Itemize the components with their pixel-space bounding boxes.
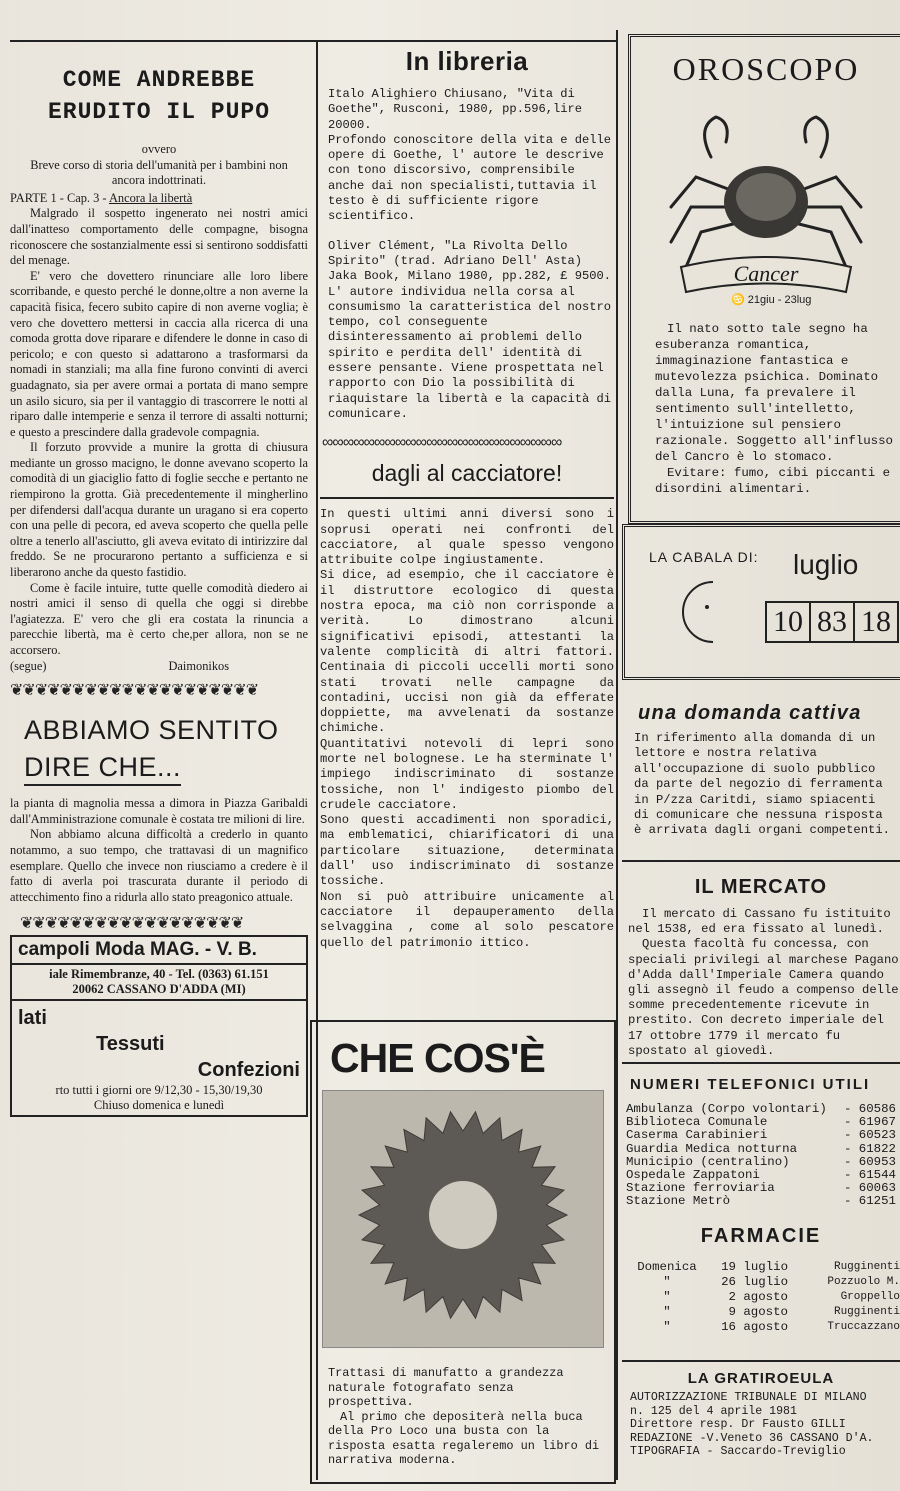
ad-hours <box>12 1083 306 1115</box>
masthead-line: Direttore resp. Dr Fausto GILLI <box>630 1418 846 1432</box>
abbiamo-title-1: ABBIAMO SENTITO <box>24 715 279 746</box>
column-right <box>622 34 900 1484</box>
pharmacy-row <box>634 1290 900 1305</box>
pharmacy-date: 2 agosto <box>728 1289 788 1304</box>
ad-products <box>12 1001 306 1083</box>
pharmacy-row <box>634 1260 900 1275</box>
paragraph: Profondo conoscitore della vita e delle opere di Goethe, l' autore le descrive con tono discorsivo, comprensibile anche dai non specialisti,tuttavia il testo è di sufficiente rigore scientifico. <box>328 132 612 224</box>
checose-title: CHE COS'È <box>330 1035 545 1081</box>
domanda-title: una domanda cattiva <box>638 702 862 724</box>
cabala-number: 83 <box>811 603 855 641</box>
pharmacy-row <box>634 1275 900 1290</box>
ovvero: ovvero <box>141 142 177 156</box>
cancer-dates-text: 21giu - 23lug <box>747 294 812 306</box>
paragraph: Non si può attribuire unicamente al cacciatore il depauperamento della selvaggina , come al solo pescatore quello del patrimonio ittico. <box>320 889 614 950</box>
cabala-numbers <box>765 601 899 643</box>
column-rule-2 <box>616 30 618 1480</box>
paragraph: Il nato sotto tale segno ha esuberanza romantica, immaginazione fantastica e mutevolezza psichica. Dominato dalla Luna, fa prevalere il sentimento sull'intelletto, l'intuizione sul pensiero razionale. Soggetto all'influsso del Cancro è lo stomaco. <box>655 322 893 464</box>
mystery-object-photo <box>322 1090 604 1348</box>
masthead-line: TIPOGRAFIA - Saccardo-Treviglio <box>630 1445 846 1459</box>
cabala-label: LA CABALA DI: <box>649 549 759 565</box>
abbiamo-body <box>10 796 308 905</box>
ad-line-3b: Tessuti <box>96 1033 165 1056</box>
cabala-number: 18 <box>861 605 891 638</box>
phone-number: - 61967 <box>843 1115 896 1130</box>
numeri-title: NUMERI TELEFONICI UTILI <box>630 1076 871 1093</box>
phone-number: - 60063 <box>843 1181 896 1196</box>
pharmacy-day: " <box>663 1274 671 1289</box>
masthead-line: REDAZIONE -V.Veneto 36 CASSANO D'A. <box>630 1431 874 1445</box>
oroscopo-body <box>655 321 893 497</box>
ad-line-3c: Confezioni <box>197 1059 300 1082</box>
libreria-title: In libreria <box>405 46 529 76</box>
pharmacy-date: 26 luglio <box>721 1274 788 1289</box>
paragraph: Non abbiamo alcuna difficoltà a crederlo in quanto notammo, a suo tempo, che trattavasi di un magnifico esemplare. Quello che invece non riusciamo a credere è il fatto di averla poi trascurata durante il periodo di attecchimento fino a ridurla allo stato preagonico attuale. <box>10 827 308 904</box>
phone-name: Municipio (centralino) <box>626 1154 790 1169</box>
mercato-body <box>628 907 900 1059</box>
phone-number: - 60586 <box>843 1102 896 1116</box>
cancer-dates: ♋ 21giu - 23lug <box>731 294 812 306</box>
oroscopo-box <box>628 34 900 524</box>
paragraph: Italo Alighiero Chiusano, "Vita di Goethe", Rusconi, 1980, pp.596,lire 20000. <box>328 87 583 132</box>
libreria-body <box>320 87 614 422</box>
ad-line-4a: rto tutti i giorni ore 9/12,30 - 15,30/19,30 <box>55 1083 263 1098</box>
paragraph: Il mercato di Cassano fu istituito nel 1538, ed era fissato al lunedì. <box>628 907 891 937</box>
ad-line-3a: lati <box>18 1007 47 1030</box>
subtitle: Breve corso di storia dell'umanità per i bambini non ancora indottrinati. <box>30 157 288 188</box>
byline <box>10 659 308 675</box>
masthead-line: AUTORIZZAZIONE TRIBUNALE DI MILANO <box>630 1391 867 1404</box>
cancer-label: Cancer <box>733 261 799 286</box>
pharmacy-date: 16 agosto <box>721 1319 788 1334</box>
phone-number: - 61822 <box>843 1141 896 1156</box>
ad-line-1: campoli Moda MAG. - V. B. <box>12 937 306 965</box>
paragraph: Sono questi accadimenti non sporadici, ma emblematici, chiarificatori di una particolare situazione, determinata dall' uso indiscriminato di sostanze tossiche. <box>320 813 614 889</box>
author: Daimonikos <box>168 658 230 673</box>
cabala-box <box>622 524 900 680</box>
oroscopo-title: OROSCOPO <box>672 51 860 87</box>
ad-campoli-moda <box>10 935 308 1117</box>
phone-row <box>626 1143 896 1156</box>
phone-name: Stazione Metrò <box>626 1194 731 1209</box>
gear-shape-icon <box>323 1091 603 1347</box>
mercato-section <box>622 860 900 1059</box>
dagli-title: dagli al cacciatore! <box>371 460 563 487</box>
article-title-pupo: COME ANDREBBE ERUDITO IL PUPO <box>47 67 271 125</box>
pharmacy-day: " <box>663 1319 671 1334</box>
masthead-line: n. 125 del 4 aprile 1981 <box>630 1404 797 1418</box>
ornament-divider: ❦❦❦❦❦❦❦❦❦❦❦❦❦❦❦❦❦❦❦❦ <box>10 682 259 699</box>
phone-number: - 60523 <box>843 1128 896 1143</box>
farmacie-title: FARMACIE <box>700 1224 822 1247</box>
paragraph: In questi ultimi anni diversi sono i soprusi operati nei confronti del cacciatore, al quale spesso vengono attribuite colpe ingiustamente. <box>320 507 614 568</box>
paragraph: Questa facoltà fu concessa, con speciali privilegi al marchese Pagano d'Adda dall'Imperiale Camera quando gli assegnò il feudo a compenso delle somme precedentemente ricevute in prestito. Con decreto imperiale del 17 ottobre 1779 il mercato fu spostato al giovedì. <box>628 937 899 1058</box>
paragraph: la pianta di magnolia messa a dimora in Piazza Garibaldi dall'Amministrazione comunale è costata tre milioni di lire. <box>10 796 308 826</box>
ornament-divider: ❦❦❦❦❦❦❦❦❦❦❦❦❦❦❦❦❦❦ <box>20 915 244 932</box>
gratiroeula-body <box>630 1391 900 1459</box>
paragraph: Si dice, ad esempio, che il cacciatore è il distruttore ecologico di questa nostra epoca, ma ciò non corrisponde a verità. Lo dimostrano alcuni significativi episodi, attestanti la valente complicità di altri fattori. Centinaia di piccoli uccelli morti sono stati trovati nelle campagne da contadini, uccisi non già da efferate doppiette, ma avvelenati da sostanze chimiche. <box>320 568 614 736</box>
paragraph: Quantitativi notevoli di lepri sono morte nel bolognese. Le ha sterminate l' impiego indiscriminato di sostanze tossiche, non l' indigesto piombo del crudele cacciatore. <box>320 736 614 812</box>
domanda-section <box>622 692 900 839</box>
phone-name: Ospedale Zappatoni <box>626 1168 760 1183</box>
paragraph: L' autore individua nella corsa al consumismo la caratteristica del nostro tempo, col conseguente disinteressamento ai problemi dello spirito e perdita dell' identità di essere pensante. Viene prospettata nel rapporto con Dio la possibilità di riaquistare la libertà e la capacità di comunicare. <box>328 284 612 421</box>
paragraph: Il forzuto provvide a munire la grotta di chiusura mediante un grosso macigno, le donne avevano scoperto la comodità di un giaciglio fatto di foglie secche e pertanto ne riempirono la grotta. Già precedentemente il mingherlino per difendersi dall'acqua durante un uragano si era coperto con una pelle di pecora, ed aveva scoperto che quella pelle oltre a tenerlo all'asciutto, gli aveva evitato di intirizzire dal freddo. Se ne procurarono pertanto a sufficienza e si liberarono anche da questo fastidio. <box>10 440 308 580</box>
mercato-title: IL MERCATO <box>694 876 828 898</box>
phone-name: Guardia Medica notturna <box>626 1141 798 1156</box>
paragraph: Malgrado il sospetto ingenerato nei nostri amici dall'inatteso comportamento delle compagne, bisogna riconoscere che sostanzialmente essi si sentirono soddisfatti del menage. <box>10 206 308 268</box>
paragraph: Evitare: fumo, cibi piccanti e disordini alimentari. <box>655 466 891 496</box>
moon-face-icon <box>675 577 735 647</box>
abbiamo-section <box>10 710 308 905</box>
pharmacy-date: 9 agosto <box>728 1304 788 1319</box>
cabala-month: luglio <box>793 549 859 580</box>
pharmacy-day: " <box>663 1304 671 1319</box>
part-heading <box>10 191 308 207</box>
pharmacy-row <box>634 1320 900 1335</box>
gratiroeula-section <box>622 1360 900 1459</box>
pharmacy-name: Groppello <box>840 1290 900 1303</box>
part-label: PARTE 1 - Cap. 3 - <box>10 190 109 205</box>
gratiroeula-title: LA GRATIROEULA <box>687 1370 835 1387</box>
phone-row <box>626 1129 896 1142</box>
phone-name: Caserma Carabinieri <box>626 1128 768 1143</box>
pharmacy-name: Truccazzano <box>827 1320 900 1333</box>
pharmacy-day: " <box>663 1289 671 1304</box>
phone-name: Ambulanza (Corpo volontari) <box>626 1102 827 1116</box>
ornament-divider: ∞∞∞∞∞∞∞∞∞∞∞∞∞∞∞∞∞∞∞∞∞∞∞ <box>322 434 562 452</box>
numeri-list <box>626 1103 896 1209</box>
ad-line-4b: Chiuso domenica e lunedì <box>93 1098 225 1113</box>
pharmacy-name: Rugginenti <box>833 1305 900 1318</box>
phone-row <box>626 1195 896 1208</box>
dagli-body <box>320 507 614 951</box>
article-body-pupo <box>10 206 308 658</box>
pharmacy-name: Pozzuolo M. <box>827 1275 900 1288</box>
farmacie-list <box>634 1260 900 1335</box>
phone-number: - 61544 <box>843 1168 896 1183</box>
pharmacy-date: 19 luglio <box>721 1259 788 1274</box>
paragraph: Al primo che depositerà nella buca della Pro Loco una busta con la risposta esatta regaleremo un libro di narrativa moderna. <box>328 1409 600 1467</box>
paragraph: Come è facile intuire, tutte quelle comodità diedero ai nostri amici il senso di quella che oggi si direbbe l'agiatezza. E' vero che gli era costata la rinuncia a parecchie libertà, ma è certo che,per allora, non se ne accorsero. <box>10 580 308 657</box>
part-title: Ancora la libertà <box>108 190 193 205</box>
phone-name: Biblioteca Comunale <box>626 1115 768 1130</box>
pharmacy-name: Rugginenti <box>833 1260 900 1273</box>
cabala-number: 10 <box>767 603 811 641</box>
domanda-body: In riferimento alla domanda di un lettore e nostra relativa all'occupazione di suolo pubblico da parte del negozio di ferramenta in P/zza Caritdi, siamo spiacenti di comunicare che nessuna risposta è arrivata dagli organi competenti. <box>634 731 890 838</box>
ad-line-2b: 20062 CASSANO D'ADDA (MI) <box>72 982 246 997</box>
segue: (segue) <box>10 658 47 673</box>
checose-box <box>310 1020 616 1484</box>
phone-number: - 61251 <box>843 1194 896 1209</box>
numeri-section <box>622 1062 900 1335</box>
checose-body <box>328 1366 606 1468</box>
paragraph: Trattasi di manufatto a grandezza naturale fotografato senza prospettiva. <box>328 1366 564 1409</box>
paragraph: Oliver Clément, "La Rivolta Dello Spirito" (trad. Adriano Dell' Asta) Jaka Book, Milano 1980, pp.282, £ 9500. <box>328 238 612 284</box>
ad-line-2a: iale Rimembranze, 40 - Tel. (0363) 61.151 <box>49 967 269 982</box>
pharmacy-row <box>634 1305 900 1320</box>
paragraph: E' vero che dovettero rinunciare alle loro libere scorribande, e questo perché le donne,oltre a non averne la capacità fisica, fecero subito capire di non averne voglia; è vero che dovettero mettersi in caccia alla ricerca di una comoda grotta dove riparare e difendere le donne in caso di pericolo; e con questo si adattarono a trasformarsi da nomadi in stanziali; ma alla fine furono convinti di averci guadagnato, sia per avere ormai a portata di mano sempre un asilo sicuro, sia per il vantaggio di trascorrere le notti al riparo dalle intemperie e senza il terrore di assalti notturni; e questo a prescindere dalla gradevole compagnia. <box>10 268 308 439</box>
pharmacy-day: Domenica <box>637 1259 697 1274</box>
ad-address <box>12 965 306 1001</box>
abbiamo-title-2: DIRE CHE... <box>24 750 181 786</box>
phone-name: Stazione ferroviaria <box>626 1181 775 1196</box>
phone-number: - 60953 <box>843 1154 896 1169</box>
column-left <box>10 40 308 1480</box>
